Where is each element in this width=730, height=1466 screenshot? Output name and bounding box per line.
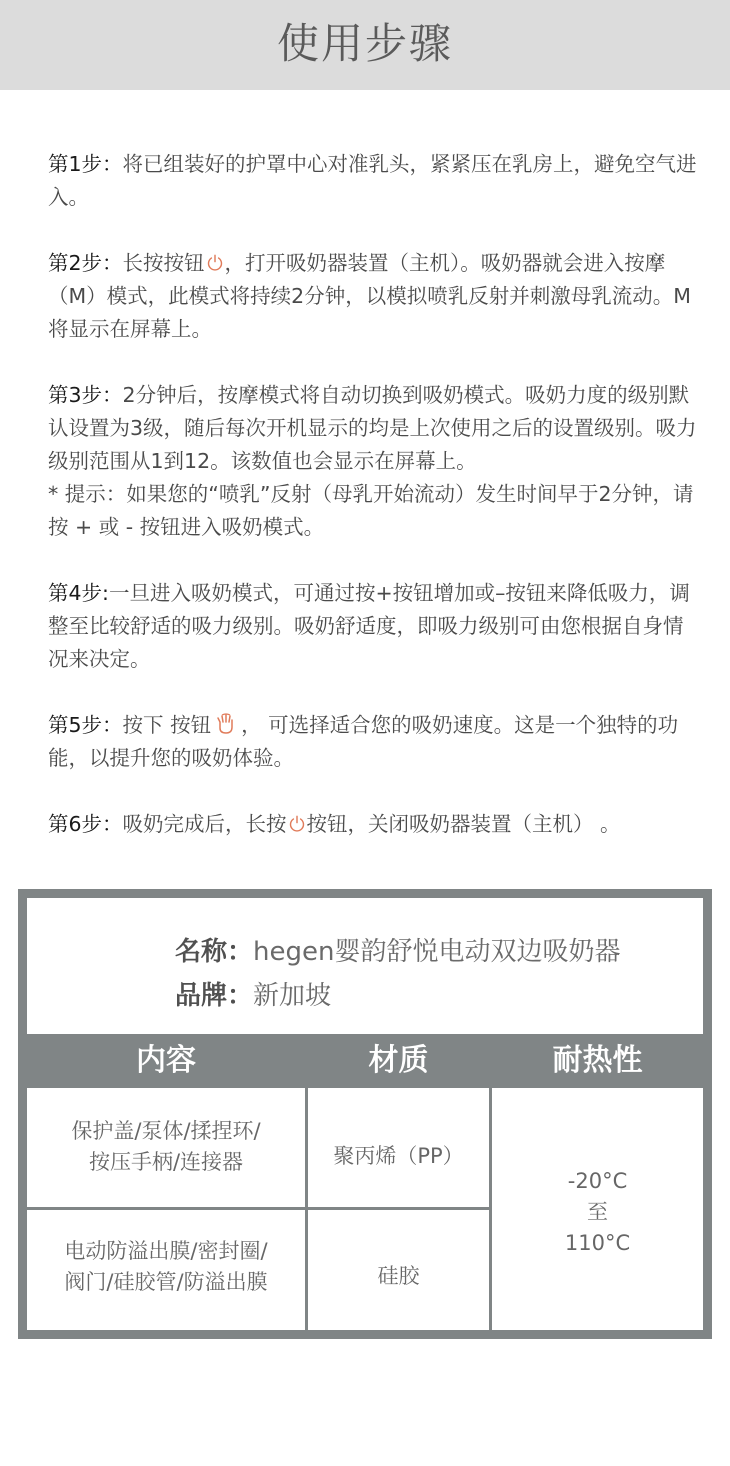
step-text: 一旦进入吸奶模式，可通过按+按钮增加或–按钮来降低吸力，调整至比较舒适的吸力级别。吸奶舒适度，即吸力级别可由您根据自身情况来决定。	[48, 581, 690, 671]
step-text: 将已组装好的护罩中心对准乳头，紧紧压在乳房上，避免空气进入。	[48, 152, 697, 209]
step-label: 第2步：	[48, 251, 123, 275]
table-cell-content: 保护盖/泵体/揉捏环/ 按压手柄/连接器	[71, 1119, 261, 1174]
product-info	[27, 898, 703, 1034]
table-header	[27, 1034, 703, 1088]
hand-icon	[215, 713, 237, 735]
header-banner	[0, 0, 730, 90]
page-title: 使用步骤	[276, 19, 453, 68]
step-4	[48, 577, 698, 676]
step-text: 长按按钮	[122, 251, 205, 275]
step-1	[48, 148, 698, 214]
step-text: ，打开吸奶器装置（主机）。吸奶器就会进入按摩（M）模式，此模式将持续2分钟，以模拟喷乳反射并刺激母乳流动。M将显示在屏幕上。	[48, 251, 691, 341]
step-text: 按下 按钮	[122, 713, 212, 737]
step-label: 第6步：	[48, 812, 123, 836]
table-cell-content: 电动防溢出膜/密封圈/ 阀门/硅胶管/防溢出膜	[64, 1239, 268, 1294]
step-label: 第1步：	[48, 152, 123, 176]
table-cell-material: 硅胶	[377, 1264, 420, 1288]
step-6	[48, 808, 698, 841]
step-3	[48, 379, 698, 544]
step-label: 第4步:	[48, 581, 109, 605]
column-header-content: 内容	[136, 1043, 196, 1078]
step-text: 2分钟后，按摩模式将自动切换到吸奶模式。吸奶力度的级别默认设置为3级，随后每次开机显示的均是上次使用之后的设置级别。吸力级别范围从1到12。该数值也会显示在屏幕上。	[48, 383, 697, 473]
table-divider	[27, 1207, 492, 1210]
product-brand: 品牌：新加坡	[175, 981, 332, 1011]
step-tip: * 提示：如果您的“喷乳”反射（母乳开始流动）发生时间早于2分钟，请按 + 或 - 按钮进入吸奶模式。	[48, 482, 694, 539]
step-text: 吸奶完成后，长按	[122, 812, 287, 836]
power-icon	[206, 254, 224, 272]
product-card	[18, 889, 712, 1339]
step-label: 第5步：	[48, 713, 123, 737]
table-cell-heat: -20°C 至 110°C	[564, 1169, 631, 1255]
steps-section	[48, 148, 698, 874]
step-text: ， 可选择适合您的吸奶速度。这是一个独特的功能，以提升您的吸奶体验。	[48, 713, 679, 770]
step-2	[48, 247, 698, 346]
column-header-heat: 耐热性	[552, 1043, 643, 1078]
step-label: 第3步：	[48, 383, 123, 407]
step-5	[48, 709, 698, 775]
power-icon	[288, 815, 306, 833]
column-header-material: 材质	[368, 1043, 429, 1078]
product-name: 名称：hegen婴韵舒悦电动双边吸奶器	[175, 937, 621, 967]
step-text: 按钮，关闭吸奶器装置（主机） 。	[306, 812, 621, 836]
table-cell-material: 聚丙烯（PP）	[333, 1144, 464, 1168]
